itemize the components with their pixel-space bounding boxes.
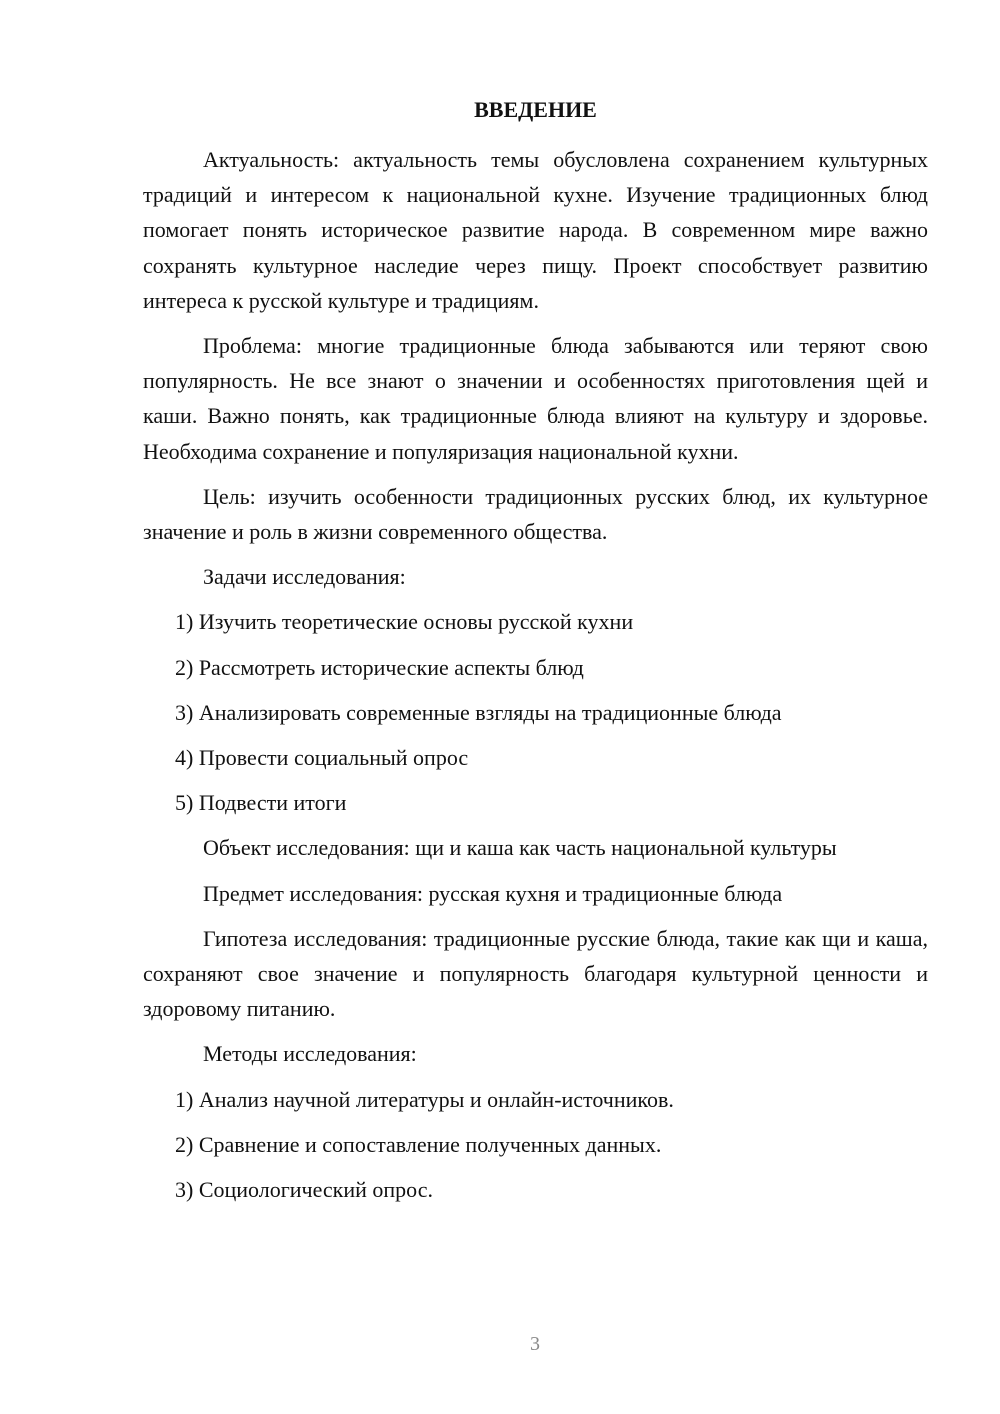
methods-list: [143, 1082, 928, 1208]
object-line: Объект исследования: щи и каша как часть национальной культуры: [203, 835, 837, 861]
list-item: 2) Сравнение и сопоставление полученных данных.: [175, 1131, 662, 1157]
list-item: 1) Изучить теоретические основы русской кухни: [175, 609, 634, 635]
methods-heading: Методы исследования:: [203, 1041, 417, 1067]
list-item: 5) Подвести итоги: [175, 790, 347, 816]
relevance-paragraph: Актуальность: актуальность темы обусловлена сохранением культурных традиций и интересом к национальной кухне. Изучение традиционных блюд помогает понять историческое развитие народа. В современном мире важно сохранять культурное наследие через пищу. Проект способствует развитию интереса к русской культуре и традициям.: [143, 147, 928, 313]
tasks-heading: Задачи исследования:: [203, 564, 406, 590]
list-item: 3) Социологический опрос.: [175, 1177, 433, 1203]
hypothesis-paragraph: Гипотеза исследования: традиционные русские блюда, такие как щи и каша, сохраняют свое значение и популярность благодаря культурной ценности и здоровому питанию.: [143, 925, 928, 1022]
tasks-list: [143, 604, 928, 820]
page-number: 3: [530, 1333, 540, 1355]
problem-paragraph: Проблема: многие традиционные блюда забываются или теряют свою популярность. Не все знают о значении и особенностях приготовления щей и каши. Важно понять, как традиционные блюда влияют на культуру и здоровье. Необходима сохранение и популяризация национальной кухни.: [143, 333, 928, 464]
goal-paragraph: Цель: изучить особенности традиционных русских блюд, их культурное значение и роль в жизни современного общества.: [143, 483, 928, 545]
subject-line: Предмет исследования: русская кухня и традиционные блюда: [203, 880, 783, 906]
list-item: 3) Анализировать современные взгляды на традиционные блюда: [175, 699, 782, 725]
list-item: 2) Рассмотреть исторические аспекты блюд: [175, 654, 584, 680]
list-item: 4) Провести социальный опрос: [175, 745, 469, 771]
list-item: 1) Анализ научной литературы и онлайн-источников.: [175, 1086, 674, 1112]
page-title: ВВЕДЕНИЕ: [474, 97, 597, 122]
page-content: [143, 95, 928, 1217]
